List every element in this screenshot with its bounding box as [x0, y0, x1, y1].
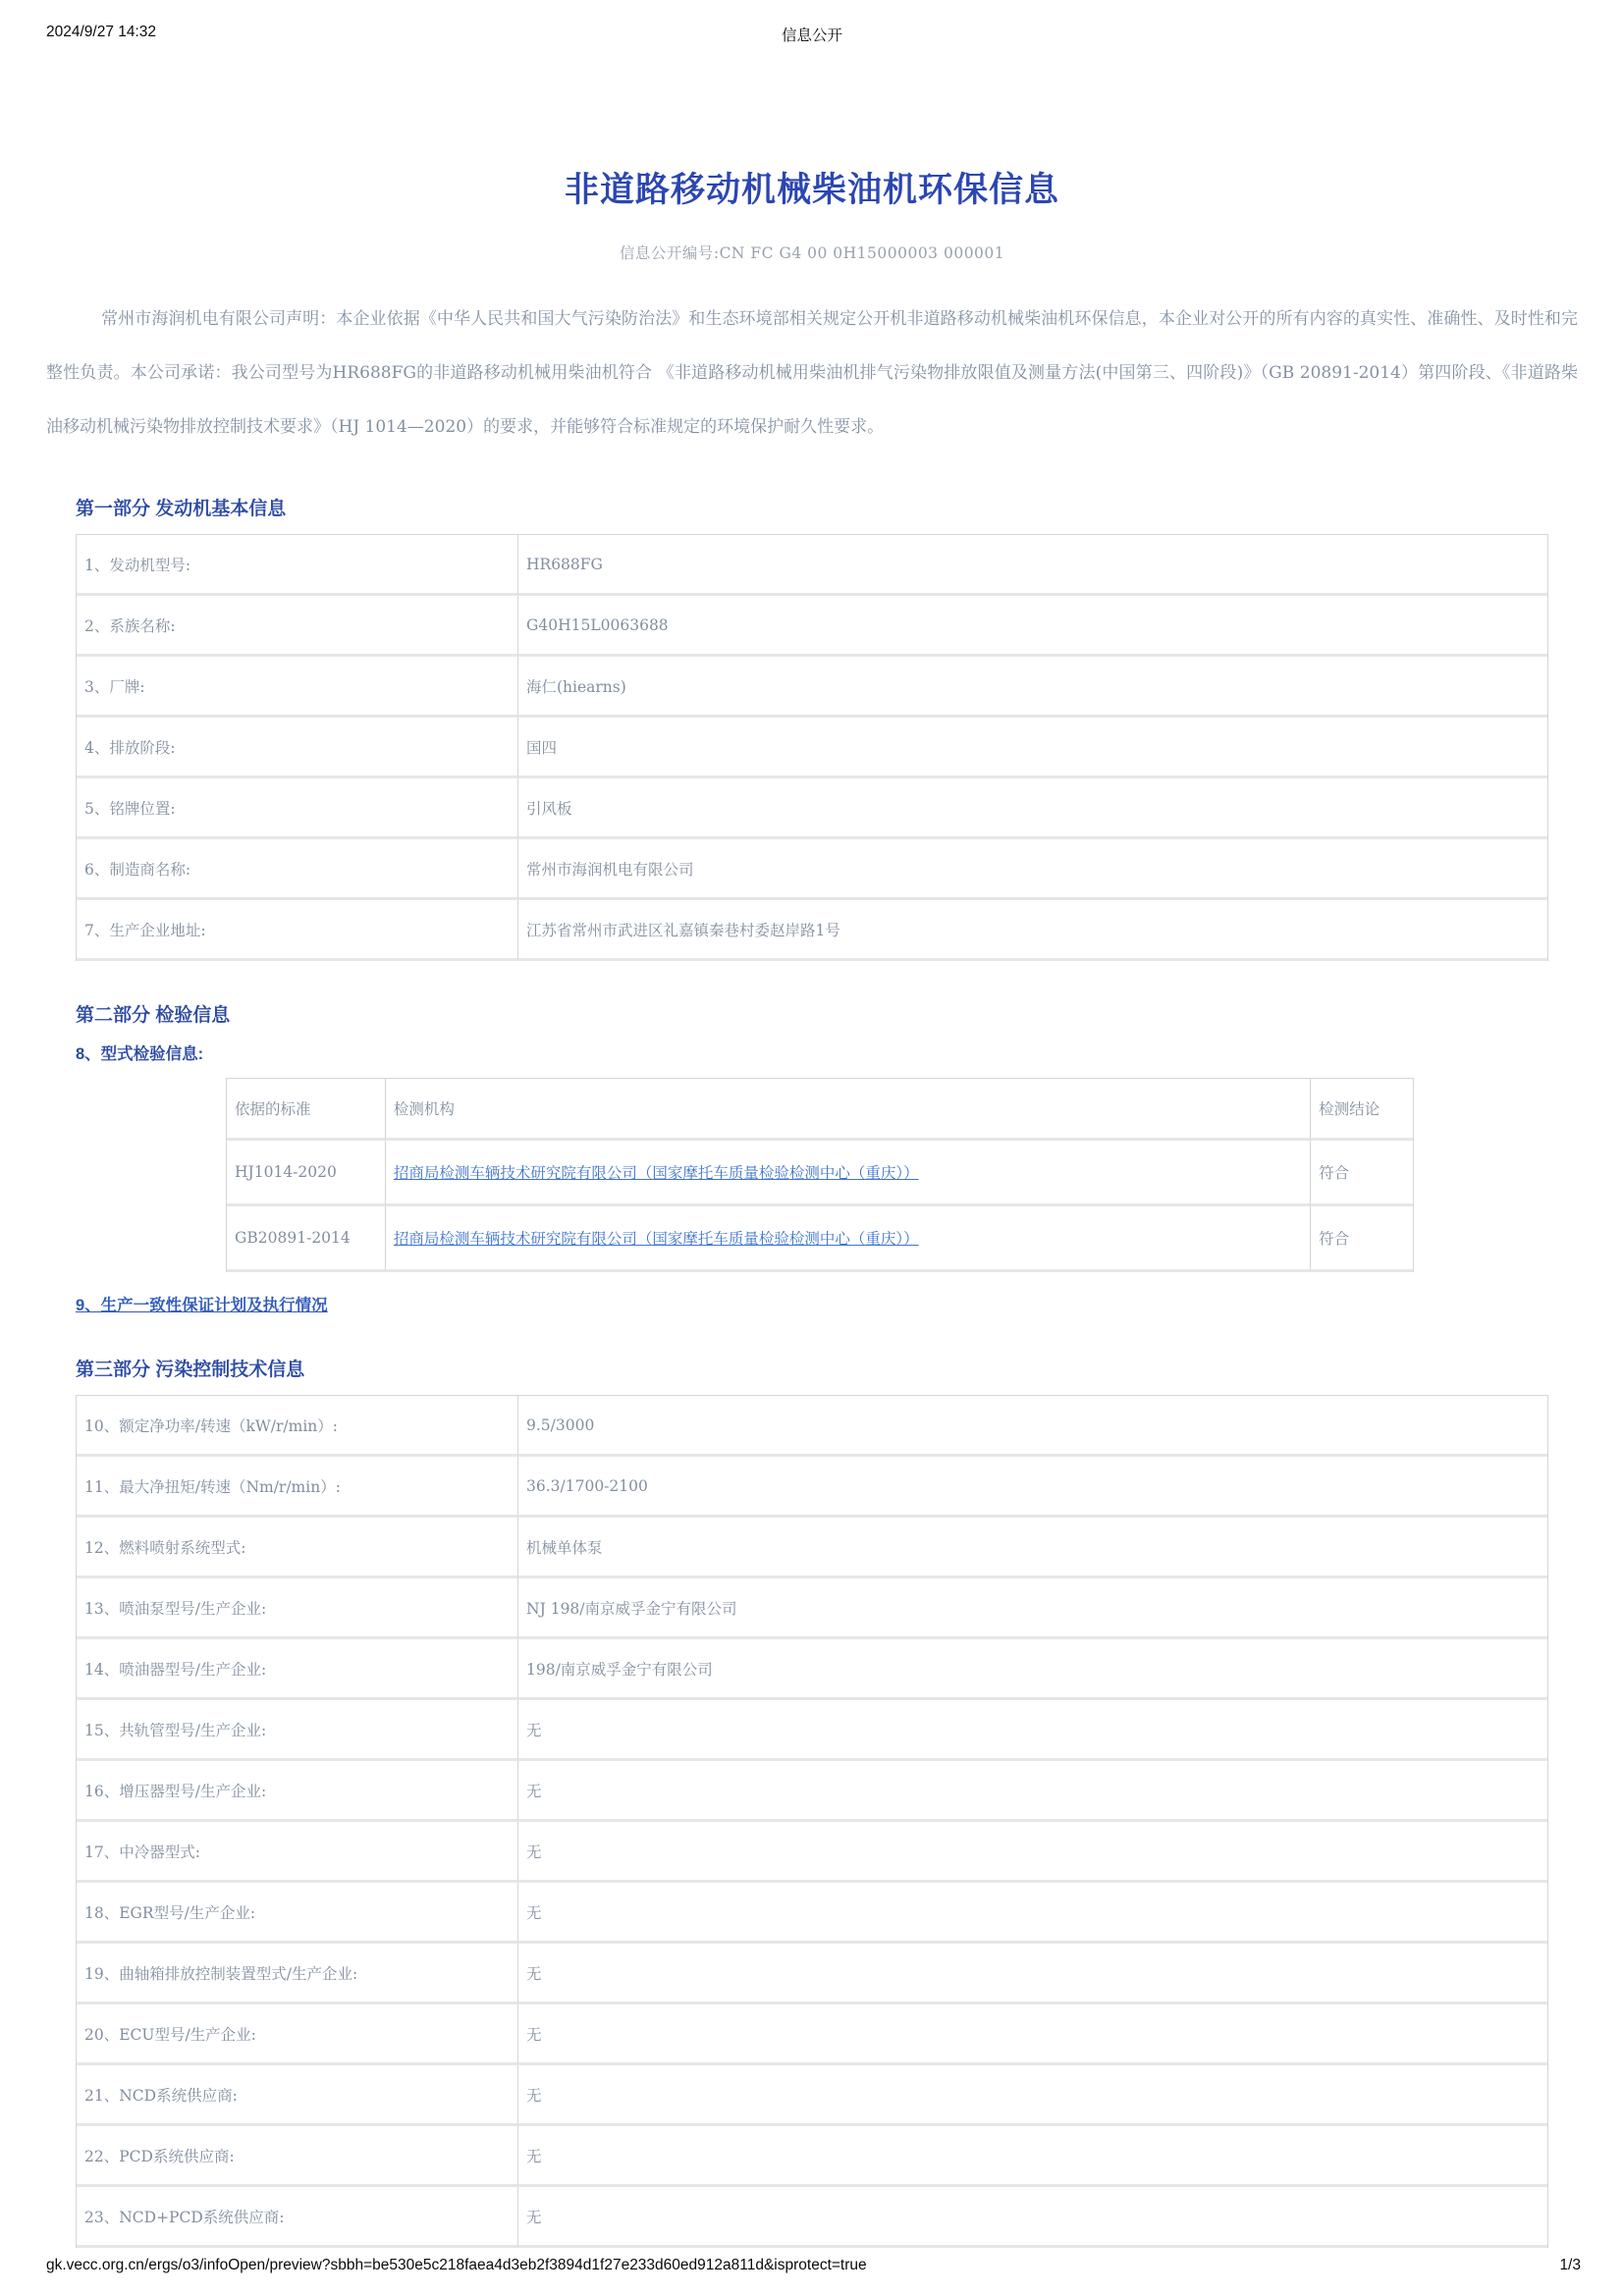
- table-row: [77, 1518, 1547, 1578]
- type-inspection-subheading: 8、型式检验信息:: [76, 1045, 204, 1063]
- section3-heading: 第三部分 污染控制技术信息: [76, 1360, 305, 1380]
- row-value-cell: 36.3/1700-2100: [518, 1457, 1547, 1518]
- inspection-row: [227, 1206, 1413, 1272]
- row-value-cell: 国四: [518, 718, 1547, 778]
- row-value-cell: 无: [518, 2126, 1547, 2187]
- inspection-agency-link[interactable]: 招商局检测车辆技术研究院有限公司（国家摩托车质量检验检测中心（重庆））: [393, 1164, 919, 1182]
- table-row: [77, 1639, 1547, 1700]
- table-row: [77, 900, 1547, 961]
- print-footer: [46, 2257, 1581, 2274]
- table-row: [77, 1822, 1547, 1883]
- engine-basic-info-table: [76, 534, 1548, 961]
- row-value-cell: 海仁(hiearns): [518, 657, 1547, 718]
- row-value-cell: HR688FG: [518, 535, 1547, 596]
- document-body: [0, 163, 1624, 2248]
- row-label-cell: 20、ECU型号/生产企业:: [77, 2004, 518, 2065]
- row-label-cell: 23、NCD+PCD系统供应商:: [77, 2187, 518, 2248]
- row-value-cell: 无: [518, 2187, 1547, 2248]
- table-row: [77, 2187, 1547, 2248]
- row-value-cell: NJ 198/南京威孚金宁有限公司: [518, 1578, 1547, 1639]
- table-row: [77, 2004, 1547, 2065]
- row-value-cell: 机械单体泵: [518, 1518, 1547, 1578]
- row-value-cell: G40H15L0063688: [518, 596, 1547, 657]
- inspection-agency-cell: [386, 1206, 1311, 1272]
- pollution-control-table: [76, 1395, 1548, 2248]
- section1-heading: 第一部分 发动机基本信息: [76, 499, 287, 519]
- print-doc-title: 信息公开: [781, 27, 843, 44]
- table-row: [77, 535, 1547, 596]
- row-label-cell: 14、喷油器型号/生产企业:: [77, 1639, 518, 1700]
- row-label-cell: 3、厂牌:: [77, 657, 518, 718]
- row-label-cell: 1、发动机型号:: [77, 535, 518, 596]
- inspection-column-header: 检测机构: [386, 1079, 1311, 1141]
- row-value-cell: 无: [518, 1761, 1547, 1822]
- row-value-cell: 9.5/3000: [518, 1396, 1547, 1457]
- inspection-result-cell: 符合: [1311, 1141, 1413, 1206]
- inspection-column-header: 依据的标准: [227, 1079, 386, 1141]
- row-value-cell: 无: [518, 1944, 1547, 2004]
- inspection-header-row: [227, 1079, 1413, 1141]
- row-label-cell: 15、共轨管型号/生产企业:: [77, 1700, 518, 1761]
- row-label-cell: 13、喷油泵型号/生产企业:: [77, 1578, 518, 1639]
- row-label-cell: 4、排放阶段:: [77, 718, 518, 778]
- table-row: [77, 1396, 1547, 1457]
- table-row: [77, 596, 1547, 657]
- section2-heading: 第二部分 检验信息: [76, 1005, 231, 1026]
- table-row: [77, 778, 1547, 839]
- table-row: [77, 2065, 1547, 2126]
- row-label-cell: 17、中冷器型式:: [77, 1822, 518, 1883]
- inspection-agency-cell: [386, 1141, 1311, 1206]
- table-row: [77, 657, 1547, 718]
- info-code: 信息公开编号:CN FC G4 00 0H15000003 000001: [619, 244, 1005, 262]
- print-header: [0, 0, 1624, 69]
- row-value-cell: 常州市海润机电有限公司: [518, 839, 1547, 900]
- inspection-result-cell: 符合: [1311, 1206, 1413, 1272]
- row-label-cell: 21、NCD系统供应商:: [77, 2065, 518, 2126]
- row-label-cell: 19、曲轴箱排放控制装置型式/生产企业:: [77, 1944, 518, 2004]
- table-row: [77, 1944, 1547, 2004]
- table-row: [77, 1457, 1547, 1518]
- table-row: [77, 1761, 1547, 1822]
- row-label-cell: 18、EGR型号/生产企业:: [77, 1883, 518, 1944]
- declaration-paragraph: 常州市海润机电有限公司声明：本企业依据《中华人民共和国大气污染防治法》和生态环境部相关规定公开机非道路移动机械柴油机环保信息，本企业对公开的所有内容的真实性、准确性、及时性和完整性负责。本公司承诺：我公司型号为HR688FG的非道路移动机械用柴油机符合 《非道路移动机械用柴油机排气污染物排放限值及测量方法(中国第三、四阶段)》（GB 20891-2014）第四阶段、《非道路柴油移动机械污染物排放控制技术要求》（HJ 1014—2020）的要求，并能够符合标准规定的环境保护耐久性要求。: [46, 309, 1578, 437]
- production-consistency-link[interactable]: 9、生产一致性保证计划及执行情况: [76, 1297, 328, 1314]
- row-label-cell: 11、最大净扭矩/转速（Nm/r/min）:: [77, 1457, 518, 1518]
- row-value-cell: 无: [518, 1883, 1547, 1944]
- inspection-standard-cell: GB20891-2014: [227, 1206, 386, 1272]
- table-row: [77, 839, 1547, 900]
- page-title: 非道路移动机械柴油机环保信息: [564, 171, 1059, 209]
- row-label-cell: 22、PCD系统供应商:: [77, 2126, 518, 2187]
- inspection-standard-cell: HJ1014-2020: [227, 1141, 386, 1206]
- table-row: [77, 1883, 1547, 1944]
- table-row: [77, 2126, 1547, 2187]
- row-label-cell: 16、增压器型号/生产企业:: [77, 1761, 518, 1822]
- type-inspection-table: [226, 1078, 1414, 1272]
- row-value-cell: 无: [518, 1822, 1547, 1883]
- section-engine-basic-info: [46, 494, 1578, 961]
- row-value-cell: 无: [518, 1700, 1547, 1761]
- row-value-cell: 江苏省常州市武进区礼嘉镇秦巷村委赵岸路1号: [518, 900, 1547, 961]
- print-url: gk.vecc.org.cn/ergs/o3/infoOpen/preview?sbbh=be530e5c218faea4d3eb2f3894d1f27e233d60ed912a811d&isprotect=true: [46, 2257, 867, 2273]
- row-value-cell: 无: [518, 2065, 1547, 2126]
- inspection-agency-link[interactable]: 招商局检测车辆技术研究院有限公司（国家摩托车质量检验检测中心（重庆））: [393, 1230, 919, 1248]
- row-value-cell: 198/南京威孚金宁有限公司: [518, 1639, 1547, 1700]
- section-inspection-info: [46, 1000, 1578, 1315]
- inspection-row: [227, 1141, 1413, 1206]
- row-label-cell: 5、铭牌位置:: [77, 778, 518, 839]
- row-label-cell: 7、生产企业地址:: [77, 900, 518, 961]
- table-row: [77, 718, 1547, 778]
- section-pollution-control: [46, 1355, 1578, 2248]
- row-value-cell: 引风板: [518, 778, 1547, 839]
- row-label-cell: 6、制造商名称:: [77, 839, 518, 900]
- row-label-cell: 12、燃料喷射系统型式:: [77, 1518, 518, 1578]
- print-timestamp: 2024/9/27 14:32: [46, 24, 157, 40]
- row-label-cell: 10、额定净功率/转速（kW/r/min）:: [77, 1396, 518, 1457]
- table-row: [77, 1700, 1547, 1761]
- print-page-number: 1/3: [1559, 2257, 1581, 2273]
- row-label-cell: 2、系族名称:: [77, 596, 518, 657]
- table-row: [77, 1578, 1547, 1639]
- row-value-cell: 无: [518, 2004, 1547, 2065]
- inspection-column-header: 检测结论: [1311, 1079, 1413, 1141]
